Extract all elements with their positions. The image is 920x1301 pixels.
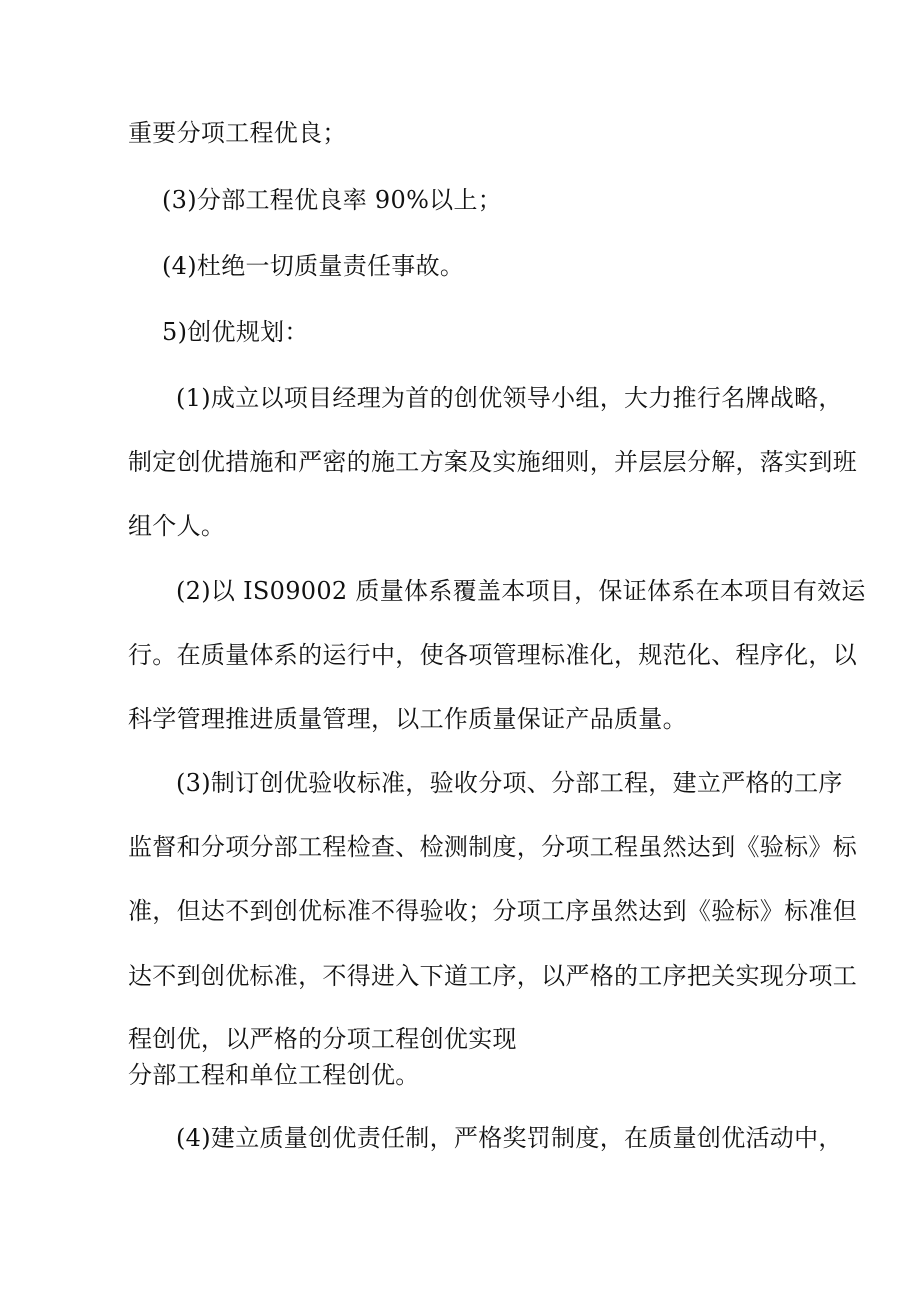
text-line-6: 制定创优措施和严密的施工方案及实施细则，并层层分解，落实到班 [128,448,857,476]
text-line-5: (1)成立以项目经理为首的创优领导小组，大力推行名牌战略， [176,384,843,412]
text-line-12: 监督和分项分部工程检查、检测制度，分项工程虽然达到《验标》标 [128,833,857,861]
text-line-8: (2)以 IS09002 质量体系覆盖本项目，保证体系在本项目有效运 [176,577,866,605]
text-line-13: 准，但达不到创优标准不得验收；分项工序虽然达到《验标》标准但 [128,897,857,925]
text-line-15: 程创优，以严格的分项工程创优实现 [128,1025,517,1053]
text-line-3: (4)杜绝一切质量责任事故。 [162,252,465,280]
text-line-10: 科学管理推进质量管理，以工作质量保证产品质量。 [128,705,687,733]
text-line-17: (4)建立质量创优责任制，严格奖罚制度，在质量创优活动中， [176,1124,843,1152]
text-line-11: (3)制订创优验收标准，验收分项、分部工程，建立严格的工序 [176,769,843,797]
text-line-1: 重要分项工程优良； [128,119,347,147]
text-line-16: 分部工程和单位工程创优。 [128,1061,420,1089]
text-line-7: 组个人。 [128,512,226,540]
text-line-2: (3)分部工程优良率 90%以上； [162,186,503,214]
text-line-9: 行。在质量体系的运行中，使各项管理标准化，规范化、程序化，以 [128,641,857,669]
text-line-4: 5)创优规划： [162,318,309,346]
text-line-14: 达不到创优标准，不得进入下道工序，以严格的工序把关实现分项工 [128,962,857,990]
